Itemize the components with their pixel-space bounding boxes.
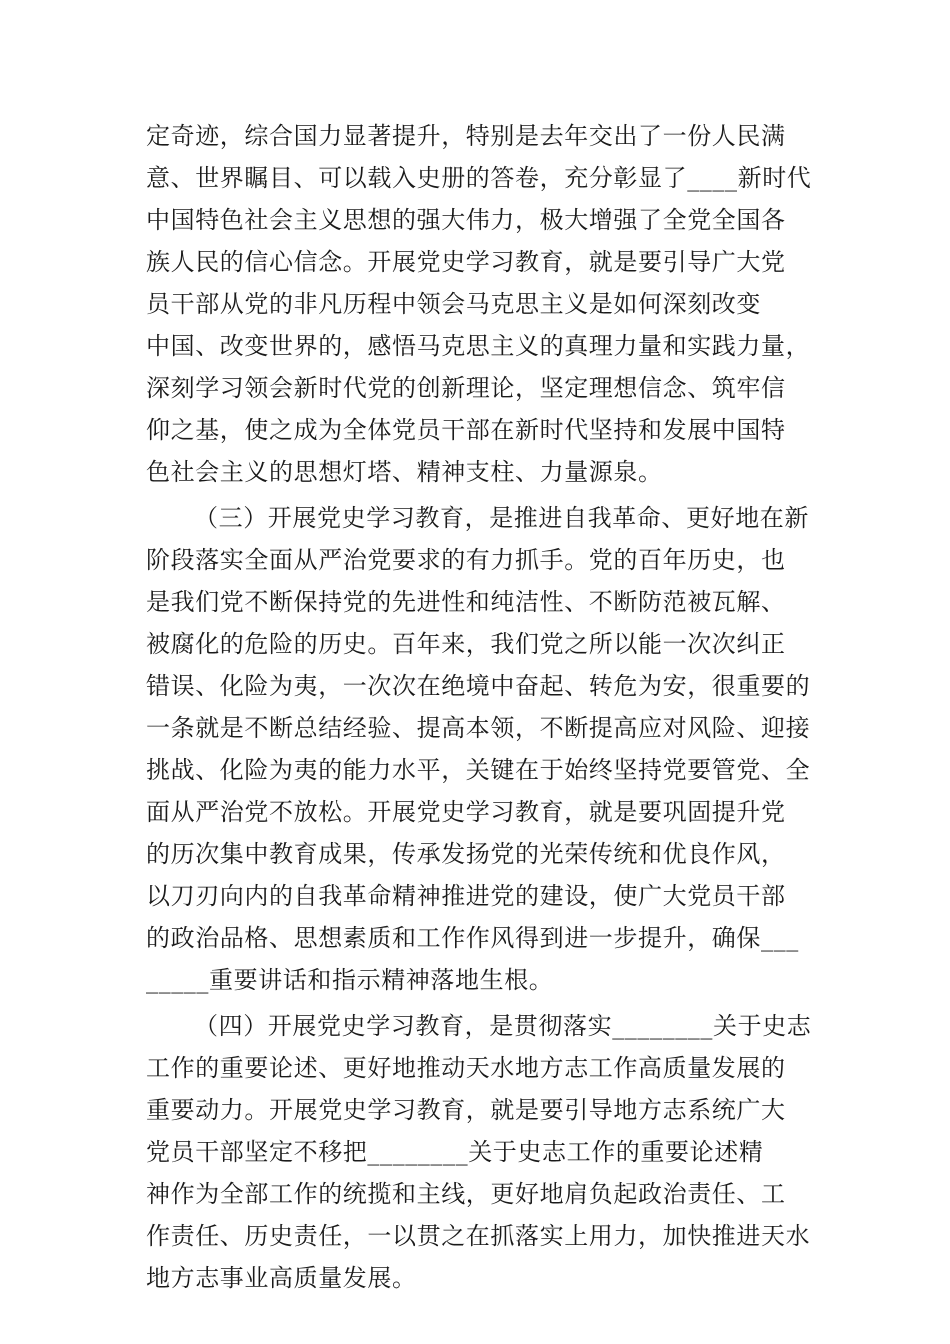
text-line: 员干部从党的非凡历程中领会马克思主义是如何深刻改变	[146, 290, 761, 318]
text-line: 地方志事业高质量发展。	[146, 1264, 417, 1292]
text-line: 工作的重要论述、更好地推动天水地方志工作高质量发展的	[146, 1054, 786, 1082]
paragraph-4-start: （四）开展党史学习教育，是贯彻落实________关于史志	[194, 1012, 812, 1040]
text-line: 作责任、历史责任，一以贯之在抓落实上用力，加快推进天水	[146, 1222, 811, 1250]
text-line: _____重要讲话和指示精神落地生根。	[146, 966, 554, 994]
text-line: 色社会主义的思想灯塔、精神支柱、力量源泉。	[146, 458, 663, 486]
text-line: 中国、改变世界的，感悟马克思主义的真理力量和实践力量，	[146, 332, 811, 360]
text-line: 被腐化的危险的历史。百年来，我们党之所以能一次次纠正	[146, 630, 786, 658]
text-line: 重要动力。开展党史学习教育，就是要引导地方志系统广大	[146, 1096, 786, 1124]
text-line: 以刀刃向内的自我革命精神推进党的建设，使广大党员干部	[146, 882, 786, 910]
text-line: 族人民的信心信念。开展党史学习教育，就是要引导广大党	[146, 248, 786, 276]
text-line: 神作为全部工作的统揽和主线，更好地肩负起政治责任、工	[146, 1180, 786, 1208]
text-line: 深刻学习领会新时代党的创新理论，坚定理想信念、筑牢信	[146, 374, 786, 402]
text-line: 面从严治党不放松。开展党史学习教育，就是要巩固提升党	[146, 798, 786, 826]
text-line: 定奇迹，综合国力显著提升，特别是去年交出了一份人民满	[146, 122, 786, 150]
text-line: 一条就是不断总结经验、提高本领，不断提高应对风险、迎接	[146, 714, 811, 742]
text-line: 党员干部坚定不移把________关于史志工作的重要论述精	[146, 1138, 764, 1166]
text-line: 的历次集中教育成果，传承发扬党的光荣传统和优良作风，	[146, 840, 786, 868]
text-line: 意、世界瞩目、可以载入史册的答卷，充分彰显了____新时代	[146, 164, 812, 192]
paragraph-3-start: （三）开展党史学习教育，是推进自我革命、更好地在新	[194, 504, 809, 532]
text-line: 中国特色社会主义思想的强大伟力，极大增强了全党全国各	[146, 206, 786, 234]
text-line: 仰之基，使之成为全体党员干部在新时代坚持和发展中国特	[146, 416, 786, 444]
text-line: 是我们党不断保持党的先进性和纯洁性、不断防范被瓦解、	[146, 588, 786, 616]
text-line: 的政治品格、思想素质和工作作风得到进一步提升，确保___	[146, 924, 799, 952]
text-line: 挑战、化险为夷的能力水平，关键在于始终坚持党要管党、全	[146, 756, 811, 784]
text-line: 错误、化险为夷，一次次在绝境中奋起、转危为安，很重要的	[146, 672, 811, 700]
text-line: 阶段落实全面从严治党要求的有力抓手。党的百年历史，也	[146, 546, 786, 574]
